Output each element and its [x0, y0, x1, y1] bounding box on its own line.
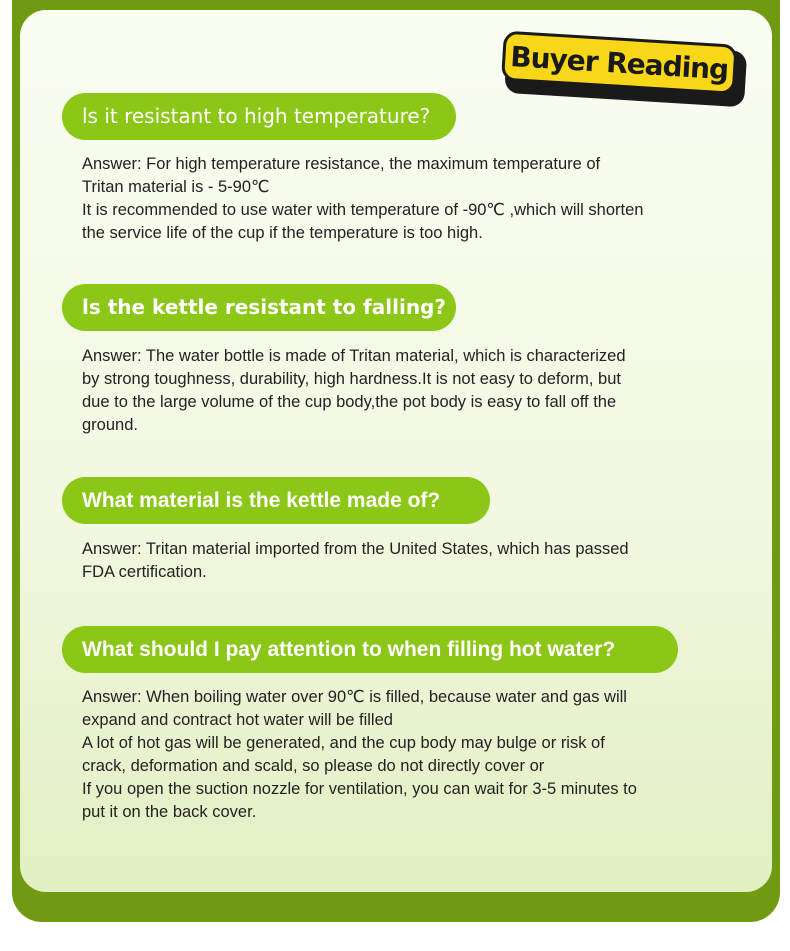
answer-line: by strong toughness, durability, high hardness.It is not easy to deform, but: [82, 370, 621, 388]
badge-label: Buyer Reading: [501, 31, 738, 95]
answer-line: Tritan material is - 5-90℃: [82, 178, 270, 196]
answer-line: Answer: For high temperature resistance, the maximum temperature of: [82, 155, 601, 173]
faq-question-3: What material is the kettle made of?: [62, 477, 490, 524]
answer-line: expand and contract hot water will be filled: [82, 711, 393, 729]
answer-line: It is recommended to use water with temperature of -90℃ ,which will shorten: [82, 201, 644, 219]
faq-question-1: ls it resistant to high temperature?: [62, 93, 456, 140]
answer-line: crack, deformation and scald, so please do not directly cover or: [82, 757, 545, 775]
answer-line: If you open the suction nozzle for ventilation, you can wait for 3-5 minutes to: [82, 780, 637, 798]
answer-line: A lot of hot gas will be generated, and the cup body may bulge or risk of: [82, 734, 605, 752]
answer-line: ground.: [82, 416, 138, 434]
faq-question-2: ls the kettle resistant to falling?: [62, 284, 456, 331]
answer-line: put it on the back cover.: [82, 803, 257, 821]
answer-line: the service life of the cup if the temperature is too high.: [82, 224, 483, 242]
answer-line: due to the large volume of the cup body,the pot body is easy to fall off the: [82, 393, 617, 411]
faq-answer-1: [82, 153, 752, 245]
answer-line: Answer: The water bottle is made of Tritan material, which is characterized: [82, 347, 626, 365]
faq-question-4: What should I pay attention to when filling hot water?: [62, 626, 678, 673]
faq-answer-3: [82, 538, 752, 584]
faq-answer-2: [82, 345, 752, 437]
answer-line: Answer: When boiling water over 90℃ is filled, because water and gas will: [82, 688, 627, 706]
answer-line: FDA certification.: [82, 563, 207, 581]
answer-line: Answer: Tritan material imported from the United States, which has passed: [82, 540, 629, 558]
faq-answer-4: [82, 686, 752, 824]
